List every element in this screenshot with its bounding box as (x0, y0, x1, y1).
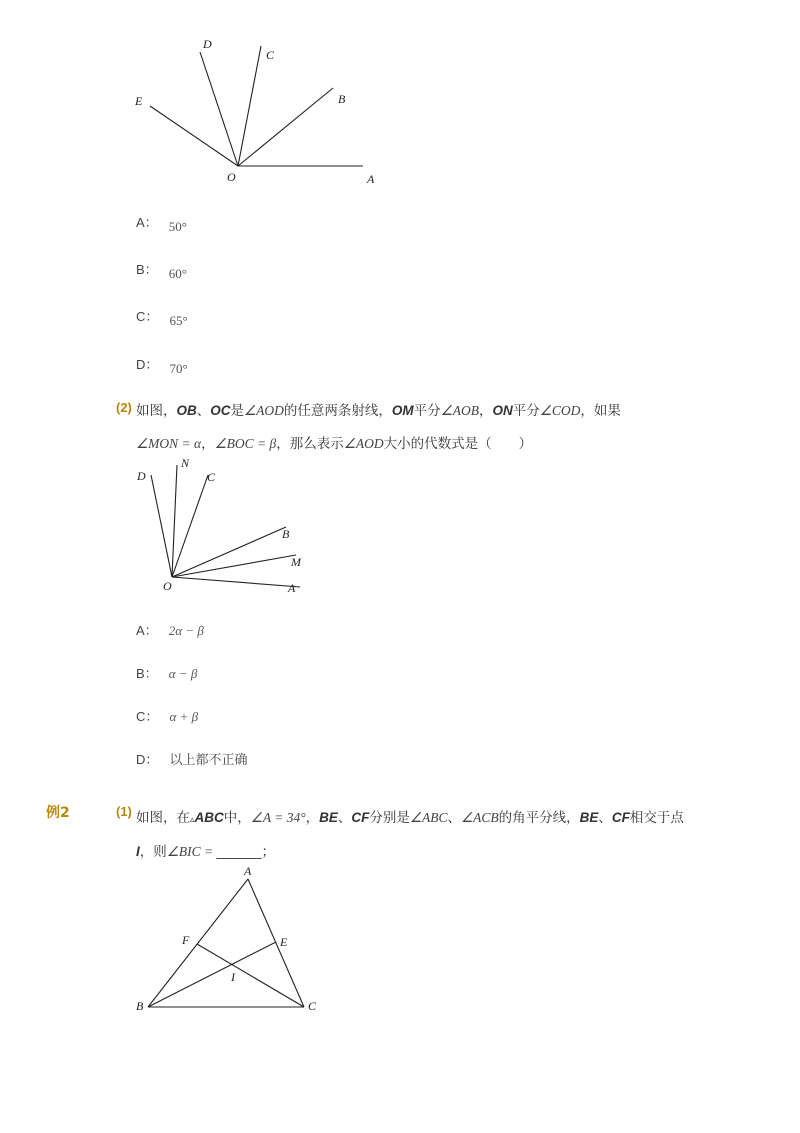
option-value: 65° (169, 313, 188, 328)
text: 是 (230, 403, 244, 419)
ex2-text-line2 (136, 840, 275, 860)
q2-option-d[interactable] (136, 749, 248, 768)
q2-number: (2) (116, 400, 132, 415)
option-letter: B： (136, 262, 158, 277)
ray-oe (150, 106, 238, 166)
text: 、 (196, 403, 211, 419)
side-ab (148, 879, 248, 1007)
text: 相交于点 (629, 810, 684, 826)
text: ，如果 (580, 403, 621, 419)
text: ， (201, 436, 215, 452)
side-ac (248, 879, 304, 1007)
angle-aob: ∠AOB (440, 403, 479, 418)
ray-oc (238, 46, 261, 166)
q2-option-b[interactable] (136, 663, 197, 682)
angle-a-value: ∠A = 34° (250, 810, 306, 825)
option-value: α − β (168, 666, 198, 681)
label-c: C (266, 48, 275, 62)
triangle-abc: ABC (194, 810, 224, 825)
option-letter: D： (136, 752, 159, 767)
angle-cod: ∠COD (539, 403, 581, 418)
ray-od (151, 475, 172, 577)
segment-cf: CF (351, 810, 370, 825)
option-value: 60° (168, 266, 187, 281)
text: ， (478, 403, 493, 419)
label-b: B (338, 92, 346, 106)
label-m: M (291, 555, 301, 569)
expr-mon: ∠MON = α (136, 436, 202, 451)
q2-option-c[interactable] (136, 706, 198, 725)
option-value: α + β (169, 709, 199, 724)
triangle-symbol: ▵ (190, 815, 195, 825)
ex2-figure (125, 860, 335, 1020)
answer-blank[interactable]: ______ (216, 844, 262, 859)
label-e: E (280, 935, 288, 949)
segment-ob: OB (176, 403, 197, 418)
label-n: N (181, 456, 190, 470)
angle-abc: ∠ABC (409, 810, 448, 825)
ray-oa (172, 577, 300, 587)
text: 如图，在 (136, 810, 190, 826)
ex2-text-line1 (136, 806, 684, 826)
q1-option-b[interactable] (136, 259, 187, 281)
text: 大小的代数式是（ ） (383, 436, 533, 452)
angle-bic: ∠BIC = (166, 844, 217, 859)
q2-figure (130, 455, 320, 595)
text: 如图， (136, 403, 177, 419)
ex2-question-number: (1) (116, 804, 132, 819)
label-d: D (203, 37, 212, 51)
text: 、 (447, 810, 462, 826)
option-letter: C： (136, 709, 159, 724)
option-value: 70° (169, 361, 188, 376)
label-c: C (308, 999, 317, 1013)
q1-figure (120, 30, 400, 195)
option-letter: A： (136, 623, 158, 638)
segment-om: OM (391, 403, 414, 418)
option-letter: D： (136, 357, 159, 372)
q2-text-line2 (136, 432, 532, 452)
angle-aod: ∠AOD (343, 436, 384, 451)
ray-om (172, 555, 296, 577)
segment-be: BE (319, 810, 338, 825)
text: 平分 (413, 403, 441, 419)
ray-od (200, 52, 238, 166)
label-a: A (288, 581, 296, 595)
option-value: 2α − β (168, 623, 204, 638)
example-label: 例2 (46, 805, 70, 821)
option-letter: A： (136, 215, 158, 230)
point-i: I (136, 844, 140, 859)
option-letter: B： (136, 666, 158, 681)
label-e: E (135, 94, 143, 108)
angle-aod: ∠AOD (244, 403, 284, 418)
segment-oc: OC (210, 403, 231, 418)
text: 中， (223, 810, 251, 826)
q2-option-a[interactable] (136, 620, 204, 639)
q2-text-line1 (136, 399, 621, 419)
q1-option-c[interactable] (136, 306, 188, 328)
bisector-cf (197, 944, 304, 1007)
segment-on: ON (492, 403, 513, 418)
ray-oc (172, 475, 208, 577)
text: 、 (337, 810, 352, 826)
ray-ob (172, 527, 286, 577)
q1-option-a[interactable] (136, 212, 187, 234)
text: 平分 (512, 403, 540, 419)
option-letter: C： (136, 309, 159, 324)
segment-be: BE (579, 810, 599, 825)
text: ，那么表示 (276, 436, 344, 452)
text: ，则 (139, 844, 167, 860)
q1-option-d[interactable] (136, 354, 188, 376)
ray-on (172, 465, 177, 577)
label-a: A (244, 864, 252, 878)
label-d: D (137, 469, 146, 483)
label-o: O (227, 170, 236, 184)
label-c: C (207, 470, 216, 484)
label-o: O (163, 579, 172, 593)
text: 、 (598, 810, 612, 826)
text: 的任意两条射线， (283, 403, 392, 419)
option-value: 50° (168, 219, 187, 234)
bisector-be (148, 942, 276, 1007)
text: ； (261, 844, 276, 860)
angle-acb: ∠ACB (461, 810, 499, 825)
option-value: 以上都不正确 (169, 753, 248, 768)
label-f: F (182, 933, 190, 947)
segment-cf: CF (611, 810, 630, 825)
label-b: B (282, 527, 290, 541)
text: ， (305, 810, 320, 826)
text: 分别是 (369, 810, 410, 826)
label-a: A (367, 172, 375, 186)
label-b: B (136, 999, 144, 1013)
expr-boc: ∠BOC = β (214, 436, 277, 451)
ray-ob (238, 88, 333, 166)
text: 的角平分线， (498, 810, 580, 826)
label-i: I (231, 970, 235, 984)
